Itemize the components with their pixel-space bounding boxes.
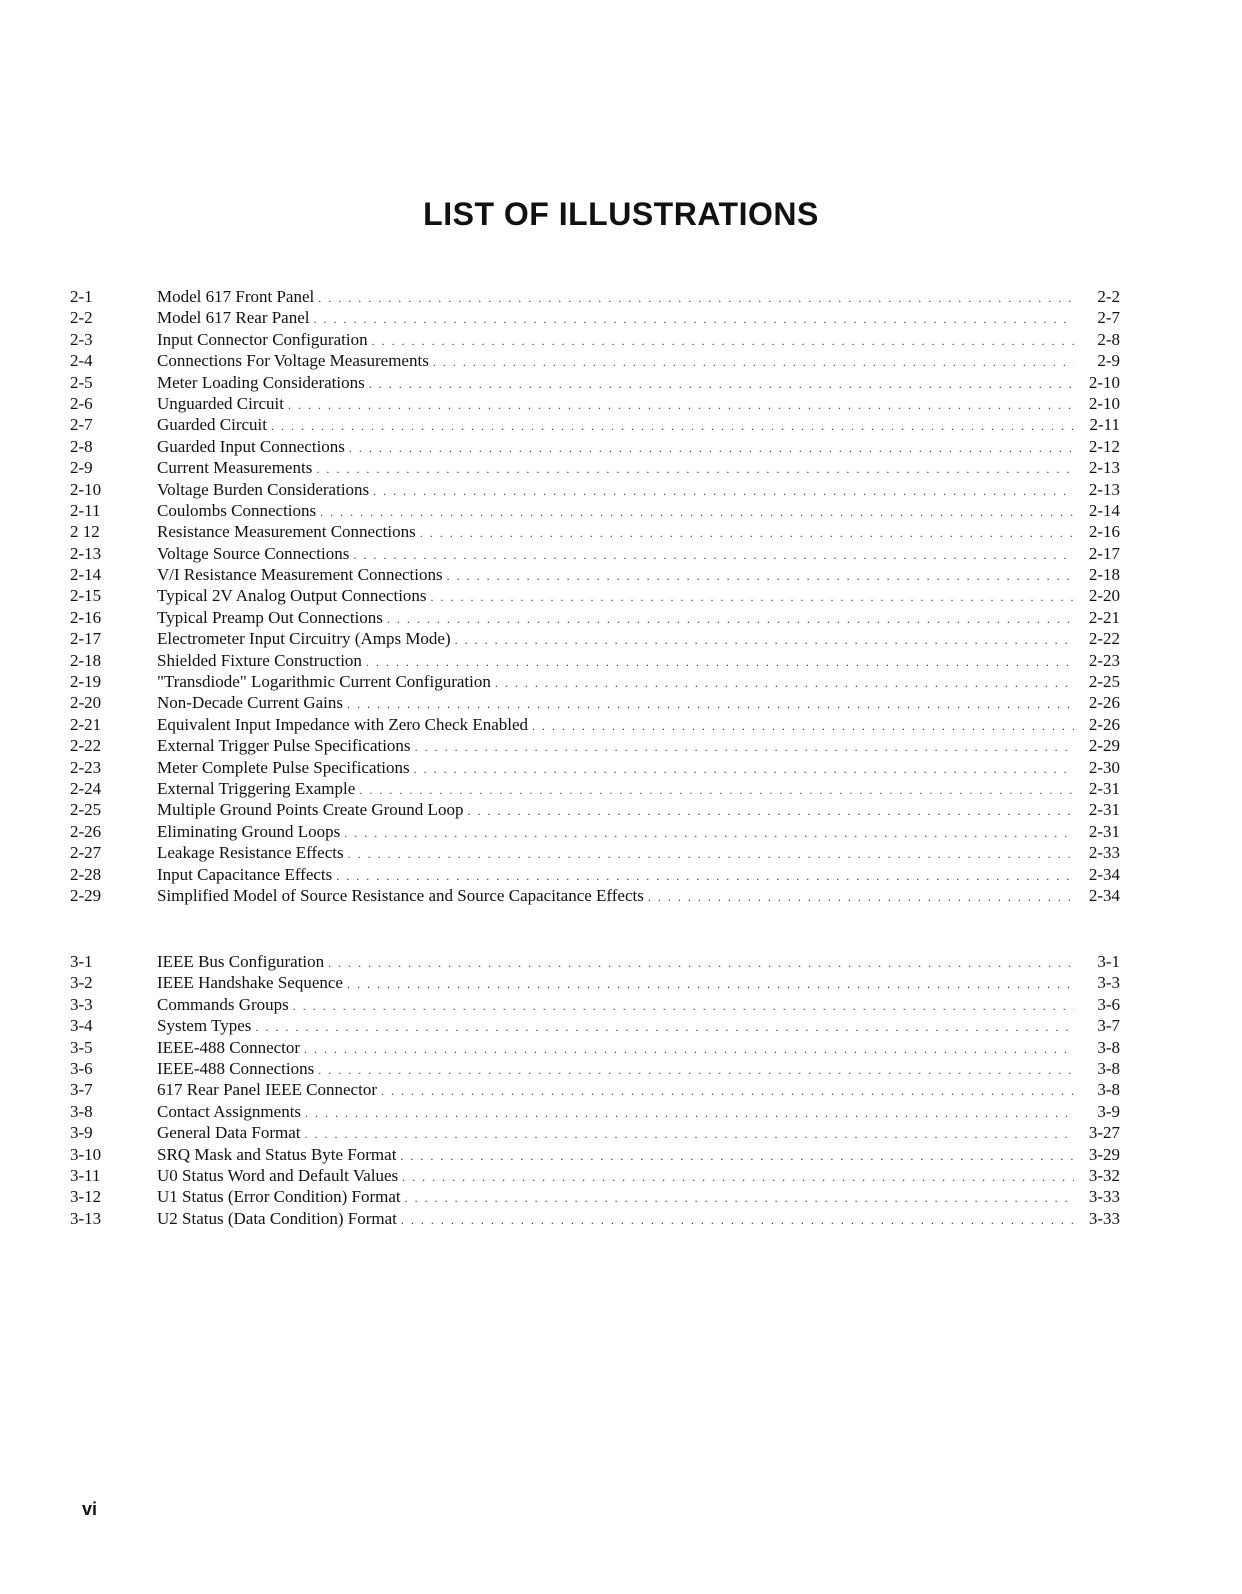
- figure-number: 3-2: [70, 973, 93, 993]
- list-item: [70, 436, 1120, 457]
- dot-leader: [532, 716, 1074, 737]
- dot-leader: [288, 395, 1074, 416]
- dot-leader: [369, 374, 1074, 395]
- dot-leader: [415, 737, 1074, 758]
- figure-title: Multiple Ground Points Create Ground Loop: [157, 800, 464, 820]
- figure-page-reference: 2-16: [1088, 522, 1120, 542]
- figure-title: Unguarded Circuit: [157, 393, 284, 413]
- figure-number: 3-7: [70, 1080, 93, 1100]
- figure-number: 2-2: [70, 308, 93, 328]
- dot-leader: [305, 1103, 1074, 1124]
- dot-leader: [373, 481, 1074, 502]
- figure-number: 2-27: [70, 843, 102, 863]
- dot-leader: [349, 438, 1074, 459]
- list-item: [70, 500, 1120, 521]
- figure-number: 3-3: [70, 994, 93, 1014]
- figure-number: 2-11: [70, 500, 101, 520]
- figure-title: Typical 2V Analog Output Connections: [157, 586, 427, 606]
- list-item: [70, 885, 1120, 906]
- figure-number: 2-9: [70, 458, 93, 478]
- figure-number: 2-23: [70, 757, 102, 777]
- figure-title: "Transdiode" Logarithmic Current Configuration: [157, 672, 491, 692]
- figure-page-reference: 2-12: [1088, 436, 1120, 456]
- figure-number: 2-25: [70, 800, 102, 820]
- figure-number: 2-13: [70, 543, 102, 563]
- dot-leader: [381, 1081, 1074, 1102]
- figure-title: Electrometer Input Circuitry (Amps Mode): [157, 629, 451, 649]
- figure-page-reference: 2-31: [1088, 800, 1120, 820]
- figure-number: 2-21: [70, 714, 102, 734]
- list-item: [70, 1015, 1120, 1036]
- dot-leader: [433, 352, 1074, 373]
- figure-page-reference: 3-33: [1088, 1187, 1120, 1207]
- dot-leader: [372, 331, 1074, 352]
- figure-page-reference: 2-8: [1097, 329, 1120, 349]
- list-item: [70, 1186, 1120, 1207]
- illustrations-list-chapter-2: [70, 286, 1120, 906]
- figure-page-reference: 2-17: [1088, 543, 1120, 563]
- figure-number: 3-12: [70, 1187, 102, 1207]
- figure-page-reference: 3-6: [1097, 994, 1120, 1014]
- list-item: [70, 1037, 1120, 1058]
- figure-page-reference: 2-29: [1088, 736, 1120, 756]
- figure-title: Guarded Circuit: [157, 415, 267, 435]
- list-item: [70, 1058, 1120, 1079]
- list-item: [70, 628, 1120, 649]
- dot-leader: [495, 673, 1074, 694]
- list-item: [70, 735, 1120, 756]
- figure-title: Equivalent Input Impedance with Zero Check Enabled: [157, 714, 529, 734]
- figure-page-reference: 3-27: [1088, 1123, 1120, 1143]
- figure-page-reference: 2-13: [1088, 458, 1120, 478]
- dot-leader: [366, 652, 1074, 673]
- page-title: LIST OF ILLUSTRATIONS: [423, 196, 819, 232]
- figure-page-reference: 2-13: [1088, 479, 1120, 499]
- figure-page-reference: 3-1: [1097, 952, 1120, 971]
- figure-title: Model 617 Rear Panel: [157, 308, 310, 328]
- list-item: [70, 972, 1120, 993]
- figure-page-reference: 2-34: [1088, 864, 1120, 884]
- figure-number: 3-5: [70, 1037, 93, 1057]
- dot-leader: [318, 288, 1074, 309]
- dot-leader: [447, 566, 1074, 587]
- list-item: [70, 692, 1120, 713]
- figure-page-reference: 2-26: [1088, 693, 1120, 713]
- figure-title: System Types: [157, 1016, 252, 1036]
- figure-title: Resistance Measurement Connections: [157, 522, 416, 542]
- figure-number: 2-10: [70, 479, 102, 499]
- list-item: [70, 307, 1120, 328]
- figure-title: IEEE-488 Connector: [157, 1037, 301, 1057]
- figure-title: Current Measurements: [157, 458, 313, 478]
- figure-page-reference: 3-29: [1088, 1144, 1120, 1164]
- figure-page-reference: 2-20: [1088, 586, 1120, 606]
- figure-page-reference: 2-10: [1088, 393, 1120, 413]
- list-item: [70, 329, 1120, 350]
- list-item: [70, 607, 1120, 628]
- figure-number: 2-17: [70, 629, 102, 649]
- dot-leader: [316, 459, 1074, 480]
- figure-page-reference: 3-8: [1097, 1037, 1120, 1057]
- dot-leader: [387, 609, 1074, 630]
- dot-leader: [467, 801, 1074, 822]
- dot-leader: [414, 759, 1074, 780]
- figure-number: 3-8: [70, 1101, 93, 1121]
- figure-page-reference: 2-22: [1088, 629, 1120, 649]
- figure-number: 2-14: [70, 565, 102, 585]
- figure-page-reference: 2-31: [1088, 821, 1120, 841]
- figure-number: 2-3: [70, 329, 93, 349]
- figure-title: Meter Complete Pulse Specifications: [157, 757, 410, 777]
- dot-leader: [347, 694, 1074, 715]
- figure-number: 2-20: [70, 693, 102, 713]
- figure-title: Eliminating Ground Loops: [157, 821, 341, 841]
- figure-title: V/I Resistance Measurement Connections: [157, 565, 443, 585]
- dot-leader: [255, 1017, 1074, 1038]
- figure-title: Commands Groups: [157, 994, 289, 1014]
- list-item: [70, 671, 1120, 692]
- figure-page-reference: 2-26: [1088, 714, 1120, 734]
- list-item: [70, 994, 1120, 1015]
- list-item: [70, 521, 1120, 542]
- figure-page-reference: 3-32: [1088, 1165, 1120, 1185]
- list-item: [70, 1208, 1120, 1229]
- dot-leader: [293, 996, 1074, 1017]
- figure-number: 3-10: [70, 1144, 102, 1164]
- figure-title: U0 Status Word and Default Values: [157, 1165, 399, 1185]
- figure-page-reference: 2-11: [1089, 415, 1120, 435]
- dot-leader: [314, 309, 1075, 330]
- figure-title: Non-Decade Current Gains: [157, 693, 343, 713]
- dot-leader: [347, 974, 1074, 995]
- dot-leader: [359, 780, 1074, 801]
- list-item: [70, 821, 1120, 842]
- dot-leader: [402, 1167, 1074, 1188]
- figure-page-reference: 2-33: [1088, 843, 1120, 863]
- figure-title: Shielded Fixture Construction: [157, 650, 362, 670]
- figure-page-reference: 2-14: [1088, 500, 1120, 520]
- figure-title: Leakage Resistance Effects: [157, 843, 344, 863]
- list-item: [70, 778, 1120, 799]
- figure-title: Input Capacitance Effects: [157, 864, 333, 884]
- dot-leader: [348, 844, 1074, 865]
- dot-leader: [305, 1124, 1075, 1145]
- figure-title: External Trigger Pulse Specifications: [157, 736, 411, 756]
- figure-title: General Data Format: [157, 1123, 301, 1143]
- figure-title: U1 Status (Error Condition) Format: [157, 1187, 401, 1207]
- dot-leader: [420, 523, 1074, 544]
- figure-page-reference: 3-8: [1097, 1080, 1120, 1100]
- dot-leader: [400, 1146, 1074, 1167]
- figure-number: 3-11: [70, 1165, 101, 1185]
- figure-page-reference: 2-7: [1097, 308, 1120, 328]
- list-item: [70, 799, 1120, 820]
- figure-number: 3-13: [70, 1208, 102, 1228]
- illustrations-list-chapter-3: [70, 951, 1120, 1229]
- list-item: [70, 1101, 1120, 1122]
- figure-title: Guarded Input Connections: [157, 436, 345, 456]
- figure-title: Coulombs Connections: [157, 500, 317, 520]
- dot-leader: [401, 1210, 1074, 1231]
- figure-title: Contact Assignments: [157, 1101, 302, 1121]
- dot-leader: [455, 630, 1074, 651]
- dot-leader: [344, 823, 1074, 844]
- list-item: [70, 350, 1120, 371]
- figure-number: 2-24: [70, 778, 102, 798]
- figure-title: Meter Loading Considerations: [157, 372, 365, 392]
- dot-leader: [304, 1039, 1074, 1060]
- list-item: [70, 1165, 1120, 1186]
- figure-number: 3-4: [70, 1016, 93, 1036]
- figure-number: 2-1: [70, 287, 93, 306]
- figure-page-reference: 2-18: [1088, 565, 1120, 585]
- figure-title: Voltage Burden Considerations: [157, 479, 370, 499]
- dot-leader: [318, 1060, 1074, 1081]
- figure-number: 2-26: [70, 821, 102, 841]
- dot-leader: [320, 502, 1074, 523]
- list-item: [70, 1144, 1120, 1165]
- figure-page-reference: 2-31: [1088, 778, 1120, 798]
- figure-page-reference: 2-34: [1088, 885, 1120, 905]
- list-item: [70, 393, 1120, 414]
- list-item: [70, 1122, 1120, 1143]
- figure-title: Connections For Voltage Measurements: [157, 351, 429, 371]
- figure-page-reference: 2-25: [1088, 672, 1120, 692]
- figure-page-reference: 2-23: [1088, 650, 1120, 670]
- figure-number: 2-7: [70, 415, 93, 435]
- list-item: [70, 714, 1120, 735]
- figure-number: 3-6: [70, 1058, 93, 1078]
- figure-number: 2-8: [70, 436, 93, 456]
- figure-page-reference: 2-9: [1097, 351, 1120, 371]
- dot-leader: [328, 953, 1074, 974]
- page-number: vi: [82, 1499, 98, 1519]
- figure-title: Model 617 Front Panel: [157, 287, 315, 306]
- list-item: [70, 650, 1120, 671]
- figure-page-reference: 3-7: [1097, 1016, 1120, 1036]
- list-item: [70, 564, 1120, 585]
- figure-page-reference: 3-8: [1097, 1058, 1120, 1078]
- figure-number: 2-15: [70, 586, 102, 606]
- list-item: [70, 372, 1120, 393]
- figure-title: External Triggering Example: [157, 778, 356, 798]
- list-item: [70, 757, 1120, 778]
- figure-title: Simplified Model of Source Resistance and Source Capacitance Effects: [157, 885, 644, 905]
- figure-title: U2 Status (Data Condition) Format: [157, 1208, 397, 1228]
- figure-number: 2-6: [70, 393, 93, 413]
- dot-leader: [353, 545, 1074, 566]
- list-item: [70, 286, 1120, 307]
- figure-page-reference: 2-21: [1088, 607, 1120, 627]
- dot-leader: [271, 416, 1074, 437]
- figure-number: 2-16: [70, 607, 102, 627]
- list-item: [70, 479, 1120, 500]
- dot-leader: [648, 887, 1074, 908]
- dot-leader: [336, 866, 1074, 887]
- figure-title: IEEE Bus Configuration: [157, 952, 325, 971]
- figure-number: 2-5: [70, 372, 93, 392]
- list-item: [70, 842, 1120, 863]
- list-item: [70, 543, 1120, 564]
- figure-title: Input Connector Configuration: [157, 329, 368, 349]
- figure-page-reference: 3-33: [1088, 1208, 1120, 1228]
- figure-title: IEEE Handshake Sequence: [157, 973, 343, 993]
- list-item: [70, 585, 1120, 606]
- figure-title: SRQ Mask and Status Byte Format: [157, 1144, 397, 1164]
- figure-number: 2-28: [70, 864, 102, 884]
- figure-number: 2-18: [70, 650, 102, 670]
- figure-page-reference: 3-9: [1097, 1101, 1120, 1121]
- list-item: [70, 951, 1120, 972]
- list-item: [70, 414, 1120, 435]
- figure-page-reference: 2-30: [1088, 757, 1120, 777]
- figure-number: 2-19: [70, 672, 102, 692]
- figure-number: 2-22: [70, 736, 102, 756]
- figure-number: 2-29: [70, 885, 102, 905]
- figure-number: 3-1: [70, 952, 93, 971]
- list-item: [70, 864, 1120, 885]
- figure-title: Voltage Source Connections: [157, 543, 350, 563]
- figure-title: 617 Rear Panel IEEE Connector: [157, 1080, 377, 1100]
- figure-number: 2-4: [70, 351, 93, 371]
- dot-leader: [431, 587, 1074, 608]
- figure-number: 3-9: [70, 1123, 93, 1143]
- list-item: [70, 1079, 1120, 1100]
- figure-page-reference: 3-3: [1097, 973, 1120, 993]
- figure-title: Typical Preamp Out Connections: [157, 607, 383, 627]
- figure-number: 2 12: [70, 522, 100, 542]
- figure-page-reference: 2-2: [1097, 287, 1120, 306]
- figure-page-reference: 2-10: [1088, 372, 1120, 392]
- figure-title: IEEE-488 Connections: [157, 1058, 315, 1078]
- list-item: [70, 457, 1120, 478]
- dot-leader: [405, 1188, 1074, 1209]
